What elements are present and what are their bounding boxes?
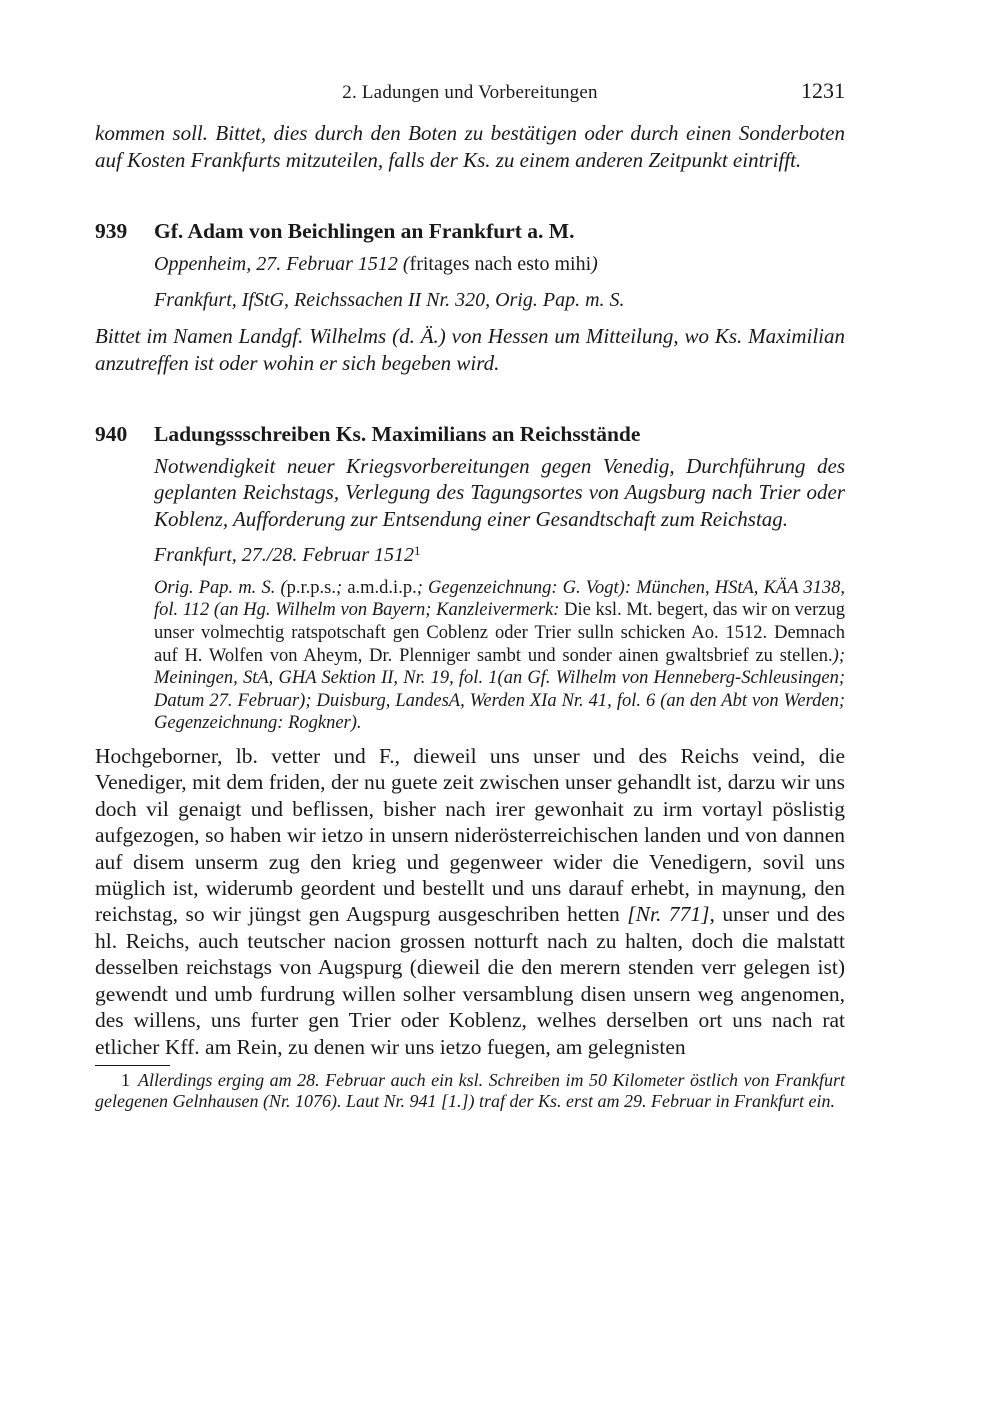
page-number: 1231: [801, 78, 845, 103]
doc-heading-940: [95, 420, 845, 448]
document-939: [95, 217, 845, 376]
date-place: Oppenheim, 27. Februar 1512 (: [154, 253, 410, 275]
continuation-paragraph: kommen soll. Bittet, dies durch den Boten zu bestätigen oder durch einen Sonderboten auf Kosten Frankfurts mitzuteilen, falls der Ks. zu einem anderen Zeitpunkt eintrifft.: [95, 121, 845, 172]
src-part: ;: [336, 577, 348, 598]
footnote-ref: 1: [414, 542, 421, 558]
src-part: ; Gegenzeichnung: G. Vogt): München, HStA, KÄA 3138, fol. 112 (an Hg. Wilhelm von Bayern; Kanzleivermerk:: [154, 577, 845, 621]
doc-number: 939: [95, 219, 128, 243]
doc-source-apparatus: [154, 577, 845, 735]
document-940: [95, 420, 845, 1060]
doc-number: 940: [95, 422, 128, 446]
doc-text: [95, 743, 845, 1060]
doc-source: Frankfurt, IfStG, Reichssachen II Nr. 320, Orig. Pap. m. S.: [154, 289, 625, 311]
doc-summary: Notwendigkeit neuer Kriegsvorbereitungen gegen Venedig, Durchführung des geplanten Reichstags, Verlegung des Tagungsortes von Augsburg nach Trier oder Koblenz, Aufforderung zur Entsendung einer Gesandtschaft zum Reichstag.: [154, 454, 845, 531]
footnote-rule: [95, 1065, 170, 1066]
date-feast: fritages nach esto mihi: [409, 253, 592, 275]
doc-heading-939: [95, 217, 845, 245]
footnote-text: Allerdings erging am 28. Februar auch ein ksl. Schreiben im 50 Kilometer östlich von Frankfurt gelegenen Gelnhausen (Nr. 1076). Laut Nr. 941 [1.]) traf der Ks. erst am 29. Februar in Frankfurt ein.: [95, 1069, 845, 1112]
src-part: p.r.p.s.: [286, 577, 336, 598]
doc-date: [154, 251, 845, 277]
src-part: ); Meiningen, StA, GHA Sektion II, Nr. 19, fol. 1(an Gf. Wilhelm von Henneberg-Schleusingen; Datum 27. Februar); Duisburg, LandesA, Werden XIa Nr. 41, fol. 6 (an den Abt von Werden; Gegenzeichnung: Rogkner).: [154, 645, 845, 734]
date-close: ): [591, 253, 598, 275]
doc-regest: Bittet im Namen Landgf. Wilhelms (d. Ä.) von Hessen um Mitteilung, wo Ks. Maximilian anzutreffen ist oder wohin er sich begeben wird.: [95, 324, 845, 375]
doc-date: [154, 542, 845, 568]
running-head: [95, 78, 845, 108]
text-reference: [Nr. 771]: [627, 902, 710, 927]
text-part: Hochgeborner, lb. vetter und F., dieweil uns unser und des Reichs veind, die Venediger, mit dem friden, der nu guete zeit zwischen unser gehandlt ist, darzu wir uns doch vil genaigt und beflissen, bisher nach irer gewonhait zu irm vortayl pöslistig aufgezogen, so haben wir ietzo in unsern niderösterreichischen landen und von dannen auf disem unserm zug den krieg und gegenweer wider die Venedigern, sovil uns müglich ist, widerumb geordent und bestellt und uns darauf erhebt, in maynung, den reichstag, so wir jüngst gen Augspurg ausgeschriben hetten: [95, 744, 845, 927]
doc-title: Gf. Adam von Beichlingen an Frankfurt a. M.: [154, 219, 575, 243]
text-part: , unser und des hl. Reichs, auch teutscher nacion grossen notturft nach zu halten, doch die malstatt desselben reichstags von Augspurg (dieweil die den merern stenden verr gelegen ist) gewendt und umb furdrung willen solher versamblung disen unsern weg angenomen, des willens, uns furter gen Trier oder Koblenz, welhes derselben ort uns nach rat etlicher Kff. am Rein, zu denen wir uns ietzo fuegen, am gelegnisten: [95, 902, 845, 1059]
page: [95, 78, 845, 1113]
footnote: [95, 1070, 845, 1113]
src-part: Orig. Pap. m. S. (: [154, 577, 287, 598]
running-title: 2. Ladungen und Vorbereitungen: [342, 82, 598, 103]
footnote-number: 1: [121, 1069, 130, 1090]
date-text: Frankfurt, 27./28. Februar 1512: [154, 543, 414, 566]
doc-title: Ladungssschreiben Ks. Maximilians an Reichsstände: [154, 422, 641, 446]
src-note: Die ksl. Mt. begert, das wir on verzug unser volmechtig ratspotschaft gen Coblenz oder Trier sulln schicken Ao. 1512. Demnach auf H. Wolfen von Aheym, Dr. Plenniger sambt und sonder ainen gwaltsbrief zu stellen.: [154, 600, 845, 666]
src-part: a.m.d.i.p.: [347, 577, 417, 598]
